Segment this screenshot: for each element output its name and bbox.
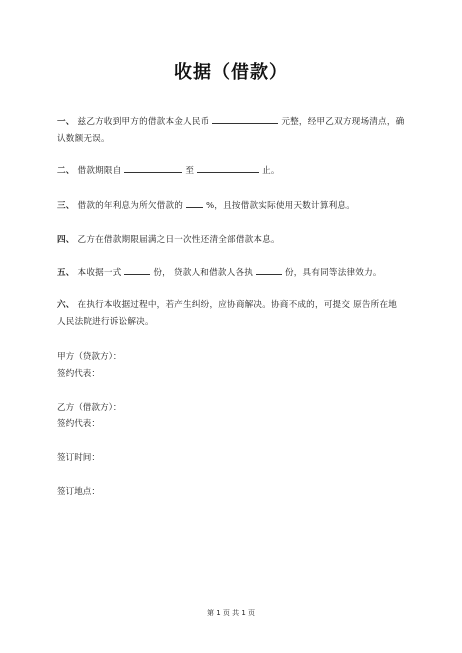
clause-1-text-a: 兹乙方收到甲方的借款本金人民币	[77, 117, 210, 127]
clause-1-number: 一、	[57, 117, 75, 127]
clause-5-text-b: 份， 贷款人和借款人各执	[153, 268, 254, 278]
page-number-footer: 第 1 页 共 1 页	[206, 609, 256, 617]
copies-each-blank[interactable]	[256, 265, 282, 275]
clause-2-text-b: 至	[185, 166, 195, 176]
clause-6-number: 六、	[57, 300, 75, 310]
clause-6	[57, 297, 407, 331]
party-b-label: 乙方（借款方）：	[57, 403, 122, 413]
clause-2-text-a: 借款期限自	[77, 166, 122, 176]
party-a-label: 甲方（贷款方）：	[57, 352, 122, 362]
copies-total-blank[interactable]	[124, 265, 150, 275]
signing-place-label: 签订地点：	[57, 487, 100, 497]
clause-3	[57, 198, 407, 215]
clause-3-text-b: %，且按借款实际使用天数计算利息。	[205, 201, 356, 211]
clause-4-text: 乙方在借款期限届满之日一次性还清全部借款本息。	[77, 235, 280, 245]
clause-4-number: 四、	[57, 235, 75, 245]
signing-time-label: 签订时间：	[57, 453, 100, 463]
party-a-representative-label: 签约代表：	[57, 369, 100, 379]
clause-5-text-c: 份，具有同等法律效力。	[284, 268, 382, 278]
clause-1	[57, 114, 407, 148]
end-date-blank[interactable]	[197, 163, 259, 173]
clause-6-text: 在执行本收据过程中，若产生纠纷，应协商解决。协商不成的，可提交 原告所在地 人民法院进行诉讼解决。	[57, 300, 398, 327]
clause-2	[57, 163, 407, 180]
clause-1-text-b: 元整，经甲乙双方现场清点，确认数额无误。	[57, 117, 405, 144]
clause-3-text-a: 借款的年利息为所欠借款的	[77, 201, 184, 211]
clause-3-number: 三、	[57, 201, 75, 211]
clause-5-number: 五、	[57, 268, 75, 278]
party-b-representative-label: 签约代表：	[57, 419, 100, 429]
start-date-blank[interactable]	[124, 163, 182, 173]
clause-5-text-a: 本收据一式	[77, 268, 122, 278]
clause-2-number: 二、	[57, 166, 75, 176]
document-title: 收据（借款）	[174, 62, 288, 83]
clause-4	[57, 232, 407, 249]
amount-blank[interactable]	[212, 114, 278, 124]
clause-5	[57, 265, 407, 282]
clause-2-text-c: 止。	[262, 166, 280, 176]
interest-rate-blank[interactable]	[186, 198, 203, 208]
